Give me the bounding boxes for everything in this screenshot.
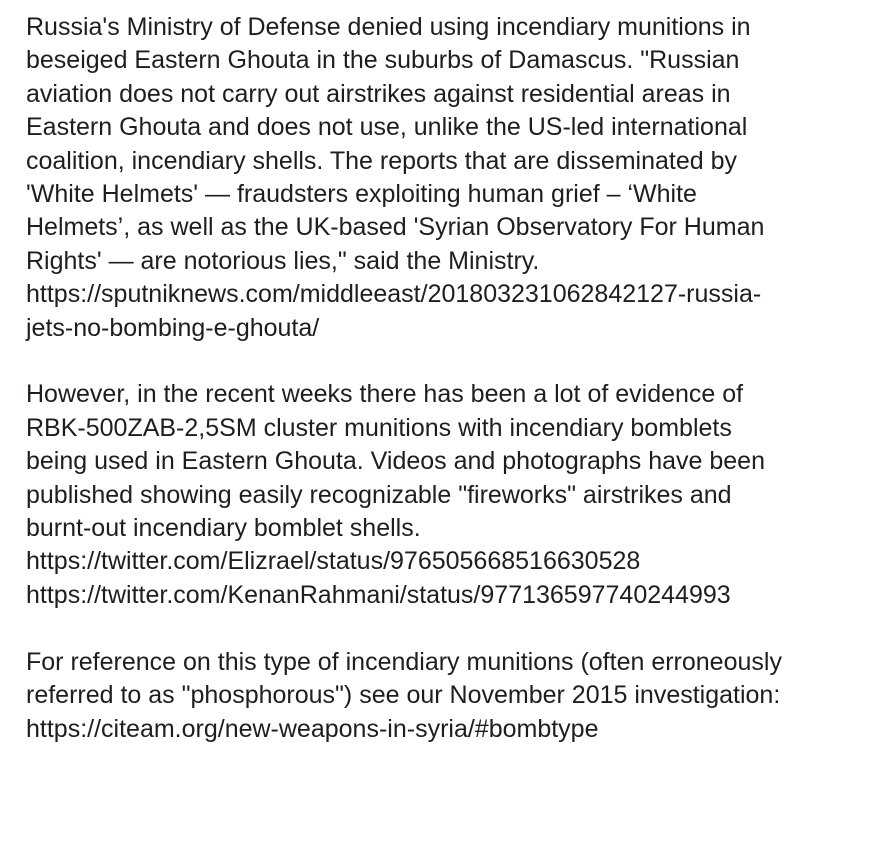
url-text-twitter-elizrael: https://twitter.com/Elizrael/status/976505668516630528	[26, 547, 641, 576]
text-line: referred to as "phosphorous") see our November 2015 investigation:	[26, 681, 781, 710]
text-line: Eastern Ghouta and does not use, unlike the US-led international	[26, 113, 748, 142]
text-line: beseiged Eastern Ghouta in the suburbs of Damascus. "Russian	[26, 46, 740, 75]
text-line: Russia's Ministry of Defense denied using incendiary munitions in	[26, 13, 751, 41]
url-text-citeam: https://citeam.org/new-weapons-in-syria/#bombtype	[26, 714, 599, 743]
url-text-sputnik: https://sputniknews.com/middleeast/201803231062842127-russia-	[26, 280, 762, 309]
text-line: coalition, incendiary shells. The reports that are disseminated by	[26, 146, 738, 175]
text-line: Rights' — are notorious lies," said the Ministry.	[26, 246, 540, 275]
text-line: Helmets’, as well as the UK-based 'Syrian Observatory For Human	[26, 213, 765, 242]
paragraph-mod-denial	[26, 11, 864, 345]
text-line: being used in Eastern Ghouta. Videos and photographs have been	[26, 447, 765, 476]
text-line: 'White Helmets' — fraudsters exploiting human grief – ‘White	[26, 180, 697, 209]
text-line: published showing easily recognizable "fireworks" airstrikes and	[26, 480, 732, 509]
text-line: burnt-out incendiary bomblet shells.	[26, 514, 421, 543]
text-line: For reference on this type of incendiary munitions (often erroneously	[26, 647, 782, 676]
text-line: RBK-500ZAB-2,5SM cluster munitions with incendiary bomblets	[26, 413, 732, 442]
paragraph-reference	[26, 646, 864, 746]
paragraph-evidence	[26, 378, 864, 612]
text-line: However, in the recent weeks there has been a lot of evidence of	[26, 380, 744, 409]
url-text-sputnik: jets-no-bombing-e-ghouta/	[26, 313, 320, 342]
text-line: aviation does not carry out airstrikes against residential areas in	[26, 79, 731, 108]
url-text-twitter-kenanrahmani: https://twitter.com/KenanRahmani/status/977136597740244993	[26, 580, 731, 609]
